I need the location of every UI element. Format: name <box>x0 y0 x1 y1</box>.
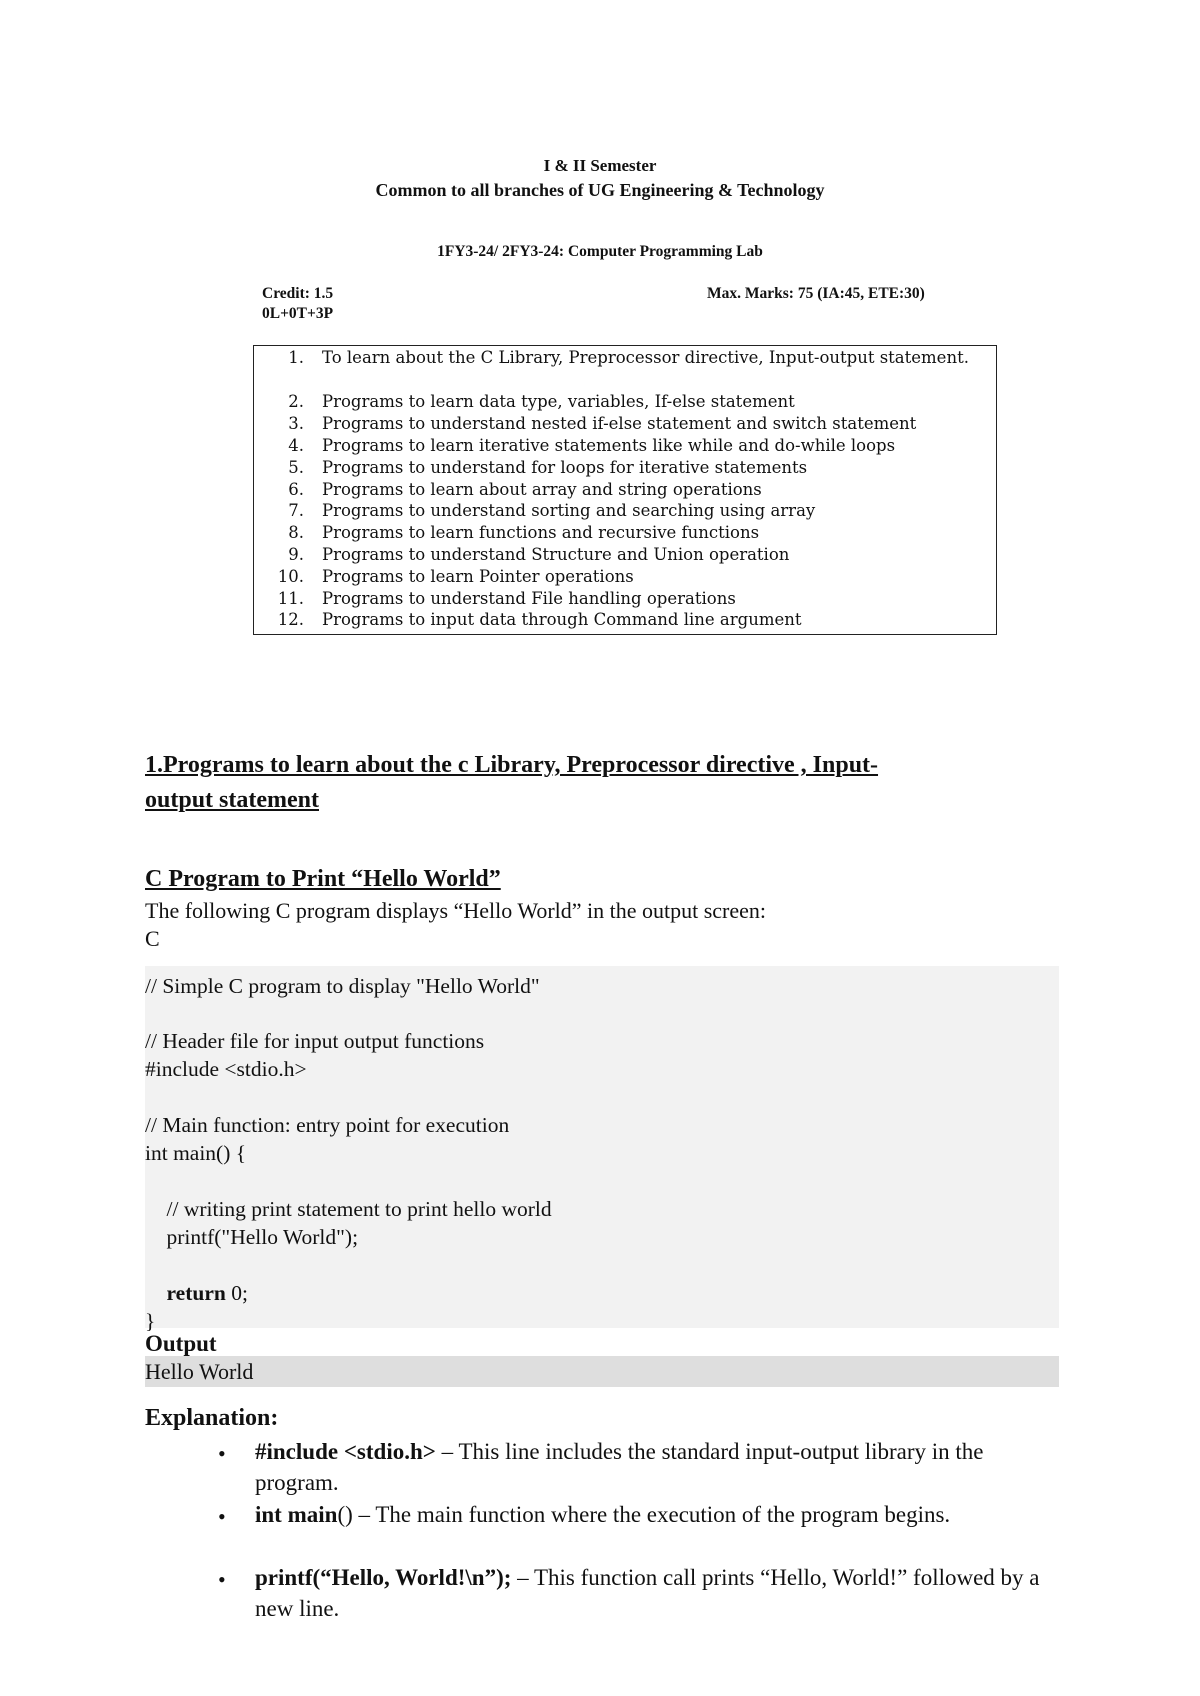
bullet-icon: • <box>218 1504 226 1529</box>
common-title: Common to all branches of UG Engineering & Technology <box>375 180 825 200</box>
code-line: // Simple C program to display "Hello World" <box>145 974 540 998</box>
explanation-text: – This line includes the standard input-output library in the program. <box>255 1439 984 1495</box>
explanation-title: Explanation: <box>145 1405 279 1431</box>
syllabus-item-text: Programs to learn about array and string operations <box>322 480 762 499</box>
code-line: } <box>145 1309 156 1333</box>
code-term: int main <box>255 1502 338 1527</box>
section-heading-line2: output statement <box>145 787 319 813</box>
syllabus-item-text: Programs to learn functions and recursive functions <box>322 523 760 542</box>
explanation-item <box>255 1562 1045 1624</box>
keyword: return <box>166 1281 226 1305</box>
code-line: // writing print statement to print hello world <box>145 1197 552 1221</box>
bullet-icon: • <box>218 1441 226 1466</box>
syllabus-item-number: 11. <box>277 589 304 608</box>
intro-text: The following C program displays “Hello World” in the output screen: <box>145 898 767 923</box>
output-block <box>145 1356 1059 1387</box>
semester-title: I & II Semester <box>543 156 657 175</box>
syllabus-item-text: Programs to learn Pointer operations <box>322 567 634 586</box>
syllabus-item-text: Programs to understand File handling operations <box>322 589 736 608</box>
syllabus-item-number: 4. <box>288 436 304 455</box>
syllabus-item-number: 7. <box>288 501 304 520</box>
syllabus-item-text: Programs to understand sorting and searching using array <box>322 501 816 520</box>
code-term: printf(“Hello, World!\n”); <box>255 1565 512 1590</box>
code-line: printf("Hello World"); <box>145 1225 359 1249</box>
code-line <box>145 1279 248 1307</box>
output-value: Hello World <box>145 1359 254 1384</box>
syllabus-item-number: 5. <box>288 458 304 477</box>
syllabus-item-number: 12. <box>277 610 304 629</box>
syllabus-item-number: 8. <box>288 523 304 542</box>
code-term: #include <stdio.h> <box>255 1439 436 1464</box>
code-parens: () <box>337 1502 353 1527</box>
syllabus-item-text: Programs to understand for loops for iterative statements <box>322 458 808 477</box>
code-line: #include <stdio.h> <box>145 1057 307 1081</box>
explanation-text: – This function call prints “Hello, World!” followed by a new line. <box>255 1565 1040 1621</box>
output-label: Output <box>145 1331 217 1356</box>
syllabus-item-text: Programs to learn iterative statements like while and do-while loops <box>322 436 896 455</box>
section-heading-line1: 1.Programs to learn about the c Library, Preprocessor directive , Input- <box>145 752 879 778</box>
syllabus-item-text: Programs to input data through Command line argument <box>322 610 802 629</box>
code-text: 0; <box>225 1281 248 1305</box>
syllabus-item-number: 6. <box>288 480 304 499</box>
code-line: // Main function: entry point for execution <box>145 1113 510 1137</box>
syllabus-item-number: 1. <box>288 348 304 367</box>
subheading: C Program to Print “Hello World” <box>145 866 501 892</box>
syllabus-item-text: To learn about the C Library, Preprocessor directive, Input-output statement. <box>322 348 969 367</box>
code-line: // Header file for input output functions <box>145 1029 485 1053</box>
syllabus-item-number: 3. <box>288 414 304 433</box>
language-label: C <box>145 926 160 951</box>
explanation-text: – The main function where the execution of the program begins. <box>352 1502 951 1527</box>
syllabus-item-number: 9. <box>288 545 304 564</box>
course-title: 1FY3-24/ 2FY3-24: Computer Programming Lab <box>437 243 763 260</box>
syllabus-item-number: 10. <box>277 567 304 586</box>
explanation-item <box>255 1436 1045 1498</box>
syllabus-item-number: 2. <box>288 392 304 411</box>
syllabus-item-text: Programs to understand Structure and Union operation <box>322 545 790 564</box>
credit: Credit: 1.5 <box>262 285 334 302</box>
syllabus-item-text: Programs to learn data type, variables, If-else statement <box>322 392 795 411</box>
bullet-icon: • <box>218 1567 226 1592</box>
syllabus-item-text: Programs to understand nested if-else statement and switch statement <box>322 414 917 433</box>
code-line: int main() { <box>145 1141 247 1165</box>
code-block <box>145 966 1059 1328</box>
ltp: 0L+0T+3P <box>262 305 334 322</box>
max-marks: Max. Marks: 75 (IA:45, ETE:30) <box>707 285 925 302</box>
explanation-item <box>255 1499 1045 1530</box>
